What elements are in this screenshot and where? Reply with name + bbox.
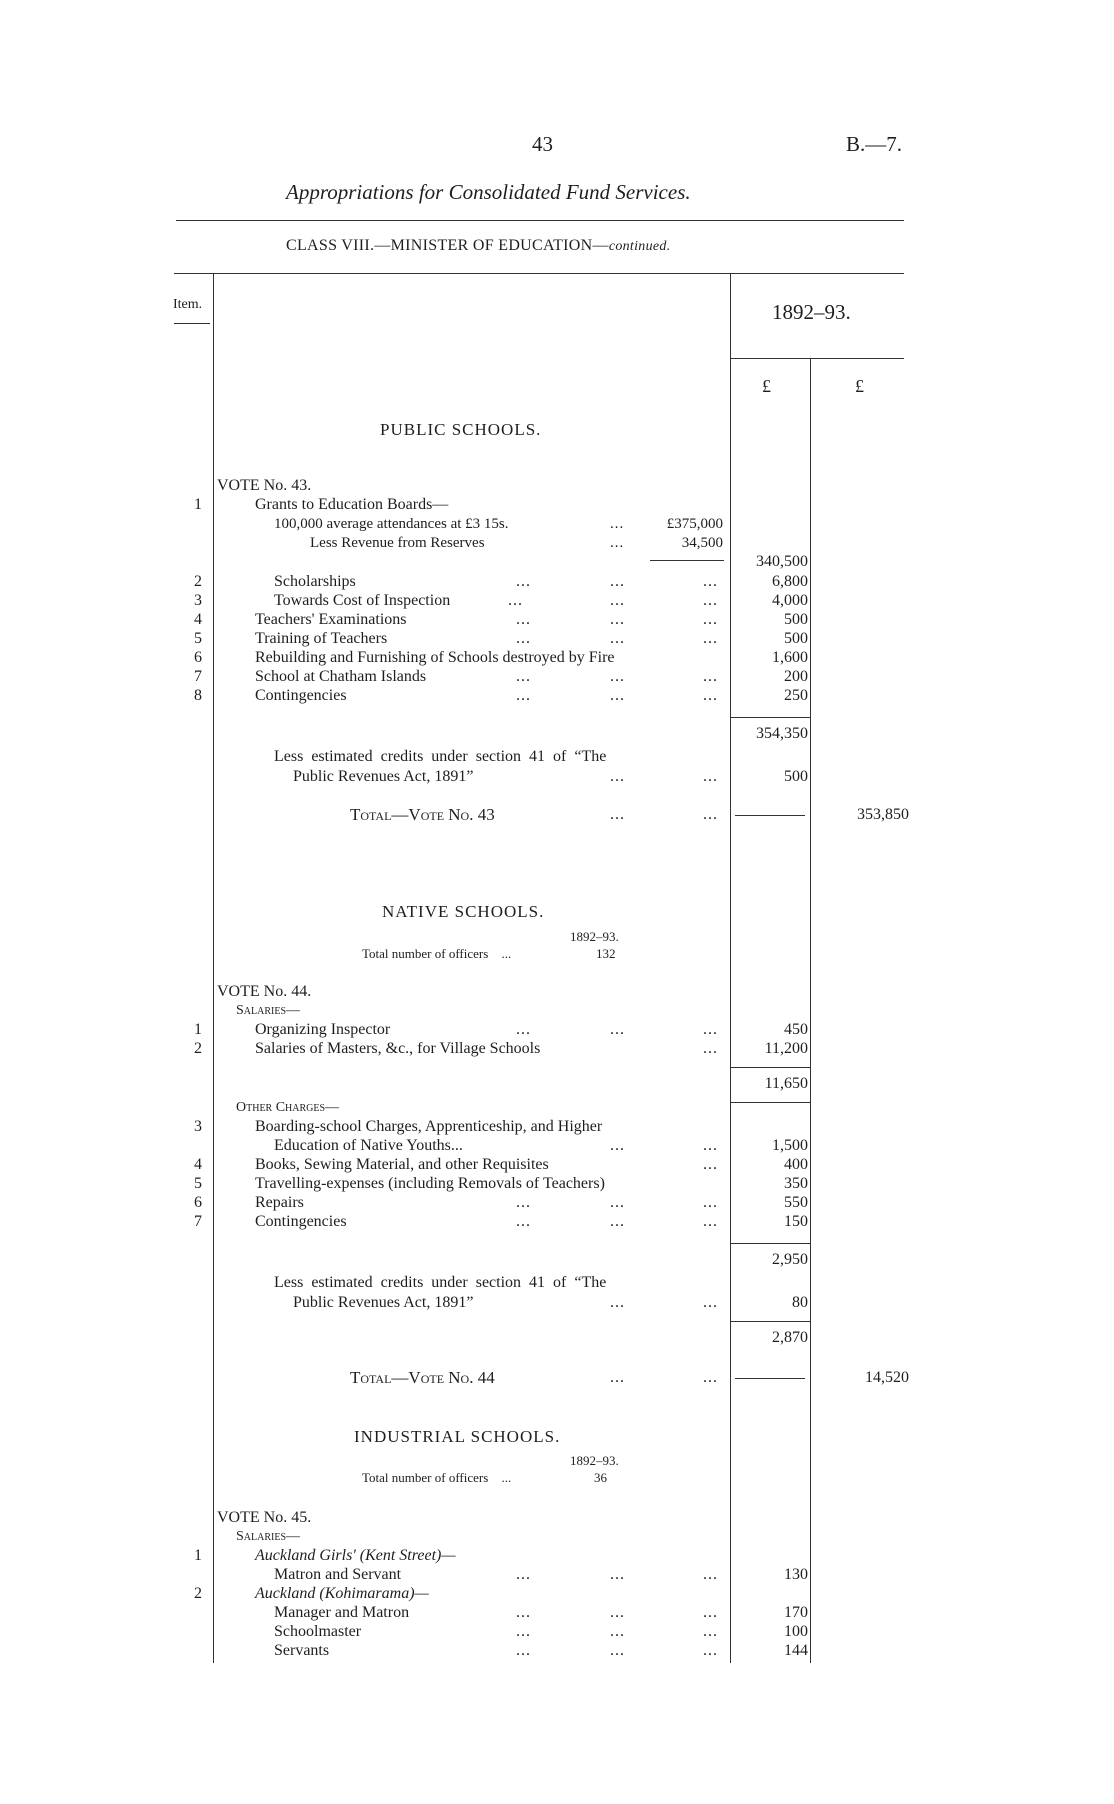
public-total-rule [735,815,805,816]
native-other-charges-label: Other Charges— [236,1100,340,1115]
public-item-row: 8 Contingencies ... ... ... 250 [194,687,808,704]
native-salary-row: 2 Salaries of Masters, &c., for Village Schools ... 11,200 [194,1040,808,1057]
public-less-row-2: Public Revenues Act, 1891” ... ... 500 [293,768,808,785]
grants-reserves-row: Less Revenue from Reserves ... 34,500 [310,535,723,551]
native-other-row-2: Education of Native Youths... ... ... 1,500 [274,1137,808,1154]
industrial-schools-heading: INDUSTRIAL SCHOOLS. [354,1427,561,1446]
native-other-row: 6 Repairs ... ... ... 550 [194,1194,808,1211]
table-top-rule [174,273,904,274]
industrial-school-row: 2 Auckland (Kohimarama)— [194,1585,429,1602]
native-other-row: 7 Contingencies ... ... ... 150 [194,1213,808,1230]
industrial-staff-row: Manager and Matron ... ... ... 170 [274,1604,808,1621]
native-salaries-total-row: 11,650 [764,1075,808,1092]
class-heading: CLASS VIII.—MINISTER OF EDUCATION—continued. [286,237,671,254]
title-rule [176,220,904,221]
public-schools-heading: PUBLIC SCHOOLS. [380,420,542,439]
native-salaries-label: Salaries— [236,1003,301,1018]
public-less-row: Less estimated credits under section 41 of “The [274,748,607,765]
public-subtotal-row: 354,350 [756,725,808,742]
item-header-rule [174,323,210,324]
grants-row: 1 Grants to Education Boards— [194,496,449,513]
grants-attendance-row: 100,000 average attendances at £3 15s. ... £375,000 [274,516,723,532]
vote-43-line: VOTE No. 43. [217,477,312,494]
native-other-rule [731,1243,810,1244]
native-officers-year: 1892–93. [570,929,619,944]
public-item-row: 5 Training of Teachers ... ... ... 500 [194,630,808,647]
native-other-total-row: 2,950 [772,1251,808,1268]
industrial-salaries-label: Salaries— [236,1529,301,1544]
native-total-row: Total—Vote No. 44 ... ... 14,520 [350,1368,909,1387]
native-other-row: 5 Travelling-expenses (including Removals of Teachers) 350 [194,1175,808,1192]
industrial-school-row: 1 Auckland Girls' (Kent Street)— [194,1547,456,1564]
currency-header-2: £ [855,376,864,396]
page-title: Appropriations for Consolidated Fund Services. [286,180,691,204]
industrial-officers-count: 36 [594,1470,607,1485]
page-number: 43 [532,132,553,156]
public-item-row: 7 School at Chatham Islands ... ... ... 200 [194,668,808,685]
industrial-officers-year: 1892–93. [570,1453,619,1468]
currency-header-1: £ [762,376,771,396]
item-column-header: Item. [173,297,203,312]
native-officers-count: 132 [596,946,616,961]
public-item-row: 6 Rebuilding and Furnishing of Schools destroyed by Fire 1,600 [194,649,808,666]
native-officers-label: Total number of officers ... [362,946,512,961]
public-subtotal-rule [731,717,810,718]
native-other-row: 3 Boarding-school Charges, Apprenticeship, and Higher [194,1118,603,1135]
native-less-rule [731,1321,810,1322]
industrial-officers-label: Total number of officers ... [362,1470,512,1485]
native-other-row: 4 Books, Sewing Material, and other Requisites ... 400 [194,1156,808,1173]
native-less-row: Less estimated credits under section 41 of “The [274,1274,607,1291]
public-item-row: 4 Teachers' Examinations ... ... ... 500 [194,611,808,628]
industrial-staff-row: Matron and Servant ... ... ... 130 [274,1566,808,1583]
native-net-row: 2,870 [772,1329,808,1346]
native-less-row-2: Public Revenues Act, 1891” ... ... 80 [293,1294,808,1311]
year-column-header: 1892–93. [772,300,851,324]
industrial-staff-row: Servants ... ... ... 144 [274,1642,808,1659]
vote-45-line: VOTE No. 45. [217,1509,312,1526]
native-salaries-rule [731,1067,810,1068]
public-item-row: 3 Towards Cost of Inspection ... ... ... 4,000 [194,592,808,609]
document-reference: B.—7. [846,132,903,156]
vote-44-line: VOTE No. 44. [217,983,312,1000]
industrial-staff-row: Schoolmaster ... ... ... 100 [274,1623,808,1640]
grants-total-row: 340,500 [756,553,808,570]
native-total-rule [735,1378,805,1379]
native-salary-row: 1 Organizing Inspector ... ... ... 450 [194,1021,808,1038]
public-item-row: 2 Scholarships ... ... ... 6,800 [194,573,808,590]
public-total-row: Total—Vote No. 43 ... ... 353,850 [350,805,909,824]
native-schools-heading: NATIVE SCHOOLS. [382,902,545,921]
year-header-rule [731,358,904,359]
